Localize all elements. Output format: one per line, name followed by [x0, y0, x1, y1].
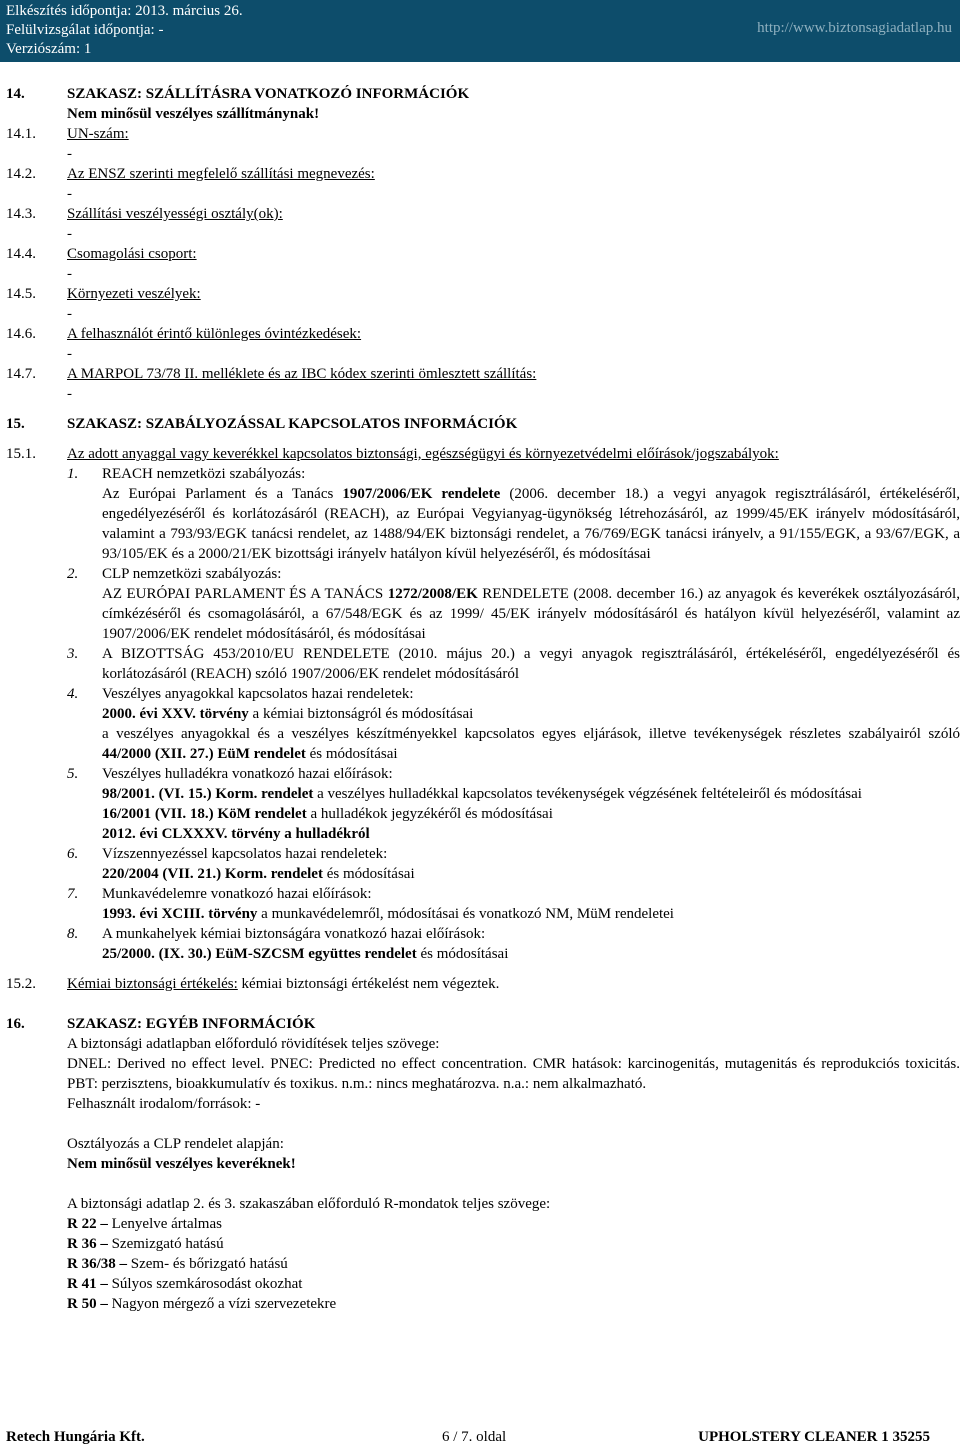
regulation-item: 1. REACH nemzetközi szabályozás: Az Európai Parlament és a Tanács 1907/2006/EK rendelete (2006. december 18.) a vegyi anyagok regisztrálásáról, értékeléséről, engedélyezéséről és korlátozásáról (REACH), az Európai Vegyianyag-ügynökség létrehozásáról, az 1999/45/EK irányelv módosításáról, valamint a 793/93/EGK tanácsi rendelet, az 1488/94/EK biztonsági rendelet, a 76/769/EGK tanácsi irányelv, a 91/155/EGK, a 93/67/EGK, a 93/105/EK és a 2000/21/EK bizottsági irányelv hatályon kívül helyezéséről, és módosításai	[67, 466, 960, 562]
transport-item: 14.4. Csomagolási csoport: -	[6, 244, 960, 284]
r-phrase-text: Szemizgató hatású	[111, 1236, 224, 1252]
transport-item: 14.5. Környezeti veszélyek: -	[6, 284, 960, 324]
review-date: Felülvizsgálat időpontja: -	[6, 22, 164, 38]
regulation-item: 2. CLP nemzetközi szabályozás: AZ EURÓPAI PARLAMENT ÉS A TANÁCS 1272/2008/EK RENDELETE (2008. december 16.) az anyagok és keverékek osztályozásáról, címkézéséről és csomagolásáról, a 67/548/EGK és az 1999/ 45/EK irányelv módosításáról és hatályon kívül helyezéséről, valamint az 1907/2006/EK rendelet módosításáról, és módosításai	[67, 566, 960, 642]
header-info	[6, 2, 243, 59]
document-header	[0, 0, 960, 62]
transport-item-value: -	[67, 306, 72, 322]
transport-note: Nem minősül veszélyes szállítmánynak!	[67, 106, 320, 122]
transport-item-value: -	[67, 266, 72, 282]
r-phrase-text: Lenyelve ártalmas	[111, 1216, 222, 1232]
r-phrase-item: R 36/38 – Szem- és bőrizgató hatású	[67, 1256, 288, 1272]
transport-item-value: -	[67, 186, 72, 202]
transport-item-label: Szállítási veszélyességi osztály(ok):	[67, 206, 283, 222]
r-phrase-item: R 36 – Szemizgató hatású	[67, 1236, 224, 1252]
r-phrase-code: R 36/38	[67, 1256, 116, 1272]
r-phrase-code: R 36	[67, 1236, 97, 1252]
r-phrase-text: Súlyos szemkárosodást okozhat	[111, 1276, 303, 1292]
transport-item-value: -	[67, 346, 72, 362]
abbreviations-heading: A biztonsági adatlapban előforduló rövidítések teljes szövege:	[67, 1036, 440, 1052]
section-title: SZAKASZ: SZÁLLÍTÁSRA VONATKOZÓ INFORMÁCIÓK	[67, 86, 470, 102]
r-phrase-item: R 41 – Súlyos szemkárosodást okozhat	[67, 1276, 303, 1292]
abbreviations-text: DNEL: Derived no effect level. PNEC: Predicted no effect concentration. CMR hatások: karcinogenitás, mutagenitás és reprodukciós toxicitás. PBT: perzisztens, bioakkumulatív és toxikus. n.m.: nincs meghatározva. n.a.: nem alkalmazható.	[67, 1056, 960, 1092]
regulation-item: 7. Munkavédelemre vonatkozó hazai előírások: 1993. évi XCIII. törvény a munkavédelemről, módosításai és vonatkozó NM, MüM rendeletei	[67, 886, 674, 922]
section-title: SZAKASZ: EGYÉB INFORMÁCIÓK	[67, 1016, 316, 1032]
footer-company: Retech Hungária Kft.	[6, 1429, 145, 1445]
document-body	[6, 84, 960, 1314]
section-16-heading: 16. SZAKASZ: EGYÉB INFORMÁCIÓK	[6, 1014, 960, 1034]
subsection-15-2: 15.2. Kémiai biztonsági értékelés: kémiai biztonsági értékelést nem végeztek.	[6, 976, 500, 992]
transport-item-label: UN-szám:	[67, 126, 129, 142]
transport-item: 14.2. Az ENSZ szerinti megfelelő szállítási megnevezés: -	[6, 164, 960, 204]
section-14-heading: 14. SZAKASZ: SZÁLLÍTÁSRA VONATKOZÓ INFORMÁCIÓK	[6, 84, 960, 104]
regulation-item: 6. Vízszennyezéssel kapcsolatos hazai rendeletek: 220/2004 (VII. 21.) Korm. rendelet és módosításai	[67, 846, 415, 882]
r-phrase-text: Nagyon mérgező a vízi szervezetekre	[111, 1296, 337, 1312]
subsection-label: Az adott anyaggal vagy keverékkel kapcsolatos biztonsági, egészségügyi és környezetvédelmi előírások/jogszabályok:	[67, 446, 779, 462]
clp-value: Nem minősül veszélyes keveréknek!	[67, 1156, 296, 1172]
creation-date: Elkészítés időpontja: 2013. március 26.	[6, 3, 243, 19]
section-14-items	[6, 124, 960, 404]
transport-item-label: A MARPOL 73/78 II. melléklete és az IBC kódex szerinti ömlesztett szállítás:	[67, 366, 537, 382]
transport-item: 14.3. Szállítási veszélyességi osztály(ok): -	[6, 204, 960, 244]
transport-item-label: A felhasználót érintő különleges óvintézkedések:	[67, 326, 362, 342]
r-phrase-text: Szem- és bőrizgató hatású	[130, 1256, 288, 1272]
regulation-item: 4. Veszélyes anyagokkal kapcsolatos hazai rendeletek: 2000. évi XXV. törvény a kémiai biztonságról és módosításai a veszélyes anyagokkal és a veszélyes készítményekkel kapcsolatos egyes eljárások, illetve tevékenységek részletes szabályairól szóló 44/2000 (XII. 27.) EüM rendelet és módosításai	[67, 686, 960, 762]
r-phrase-code: R 41	[67, 1276, 97, 1292]
regulation-item: 3. A BIZOTTSÁG 453/2010/EU RENDELETE (2010. május 20.) a vegyi anyagok regisztrálásáról, értékeléséről, engedélyezéséről és korlátozásáról (REACH) szóló 1907/2006/EK rendelet módosításáról	[67, 646, 960, 682]
subsection-label: Kémiai biztonsági értékelés:	[67, 976, 238, 992]
r-phrases-list	[67, 1214, 960, 1314]
section-title: SZAKASZ: SZABÁLYOZÁSSAL KAPCSOLATOS INFORMÁCIÓK	[67, 416, 518, 432]
r-phrases-heading: A biztonsági adatlap 2. és 3. szakaszában előforduló R-mondatok teljes szövege:	[67, 1196, 551, 1212]
header-url-link[interactable]: http://www.biztonsagiadatlap.hu	[757, 20, 952, 36]
transport-item-value: -	[67, 226, 72, 242]
regulation-item: 5. Veszélyes hulladékra vonatkozó hazai előírások: 98/2001. (VI. 15.) Korm. rendelet a veszélyes hulladékkal kapcsolatos tevékenységek végzésének feltételeiről és módosításai 16/2001 (VII. 18.) KöM rendelet a hulladékok jegyzékéről és módosításai 2012. évi CLXXXV. törvény a hulladékról	[67, 766, 862, 842]
transport-item: 14.1. UN-szám: -	[6, 124, 960, 164]
transport-item-label: Csomagolási csoport:	[67, 246, 197, 262]
regulation-item: 8. A munkahelyek kémiai biztonságára vonatkozó hazai előírások: 25/2000. (IX. 30.) EüM-SZCSM együttes rendelet és módosításai	[67, 926, 509, 962]
footer-page-number: 6 / 7. oldal	[442, 1429, 507, 1445]
transport-item-value: -	[67, 146, 72, 162]
footer-product: UPHOLSTERY CLEANER 1 35255	[698, 1429, 930, 1445]
subsection-15-1: 15.1. Az adott anyaggal vagy keverékkel kapcsolatos biztonsági, egészségügyi és környezetvédelmi előírások/jogszabályok: 1. REACH nemzetközi szabályozás: Az Európai Parlament és a Tanács 1907/2006/EK rendelete (2006. december 18.) a vegyi anyagok regisztrálásáról, értékeléséről, engedélyezéséről és korlátozásáról (REACH), az Európai Vegyianyag-ügynökség létrehozásáról, az 1999/45/EK irányelv módosításáról, valamint a 793/93/EGK tanácsi rendelet, az 1488/94/EK biztonsági rendelet, a 76/769/EGK tanácsi irányelv, a 91/155/EGK, a 93/67/EGK, a 93/105/EK és a 2000/21/EK bizottsági irányelv hatályon kívül helyezéséről, és módosításai 2. CLP nemzetközi szabályozás: AZ EURÓPAI PARLAMENT ÉS A TANÁCS 1272/2008/EK RENDELETE (2008. december 16.) az anyagok és keverékek osztályozásáról, címkézéséről és csomagolásáról, a 67/548/EGK és az 1999/ 45/EK irányelv módosításáról és hatályon kívül helyezéséről, valamint az 1907/2006/EK rendelet módosításáról, és módosításai 3. A BIZOTTSÁG 453/2010/EU RENDELETE (2010. május 20.) a vegyi anyagok regisztrálásáról, értékeléséről, engedélyezéséről és korlátozásáról (REACH) szóló 1907/2006/EK rendelet módosításáról 4. Veszélyes anyagokkal kapcsolatos hazai rendeletek: 2000. évi XXV. törvény a kémiai biztonságról és módosításai a veszélyes anyagokkal és a veszélyes készítményekkel kapcsolatos egyes eljárások, illetve tevékenységek részletes szabályairól szóló 44/2000 (XII. 27.) EüM rendelet és módosításai 5. Veszélyes hulladékra vonatkozó hazai előírások: 98/2001. (VI. 15.) Korm. rendelet a veszélyes hulladékkal kapcsolatos tevékenységek végzésének feltételeiről és módosításai 16/2001 (VII. 18.) KöM rendelet a hulladékok jegyzékéről és módosításai 2012. évi CLXXXV. törvény a hulladékról 6. Vízszennyezéssel kapcsolatos hazai rendeletek: 220/2004 (VII. 21.) Korm. rendelet és módosításai 7. Munkavédelemre vonatkozó hazai előírások: 1993. évi XCIII. törvény a munkavédelemről, módosításai és vonatkozó NM, MüM rendeletei 8. A munkahelyek kémiai biztonságára vonatkozó hazai előírások: 25/2000. (IX. 30.) EüM-SZCSM együttes rendelet és módosításai	[6, 446, 960, 962]
version-number: Verziószám: 1	[6, 41, 92, 57]
document-footer	[0, 1428, 960, 1447]
section-15-heading: 15. SZAKASZ: SZABÁLYOZÁSSAL KAPCSOLATOS INFORMÁCIÓK	[6, 414, 960, 434]
sources-text: Felhasznált irodalom/források: -	[67, 1096, 261, 1112]
transport-item: 14.6. A felhasználót érintő különleges óvintézkedések: -	[6, 324, 960, 364]
transport-item-value: -	[67, 386, 72, 402]
transport-item-label: Környezeti veszélyek:	[67, 286, 201, 302]
clp-heading: Osztályozás a CLP rendelet alapján:	[67, 1136, 284, 1152]
section-16-body	[6, 1034, 960, 1314]
r-phrase-code: R 22	[67, 1216, 97, 1232]
transport-item: 14.7. A MARPOL 73/78 II. melléklete és az IBC kódex szerinti ömlesztett szállítás: -	[6, 364, 960, 404]
r-phrase-item: R 50 – Nagyon mérgező a vízi szervezetekre	[67, 1296, 337, 1312]
transport-item-label: Az ENSZ szerinti megfelelő szállítási megnevezés:	[67, 166, 375, 182]
r-phrase-item: R 22 – Lenyelve ártalmas	[67, 1216, 222, 1232]
r-phrase-code: R 50	[67, 1296, 97, 1312]
